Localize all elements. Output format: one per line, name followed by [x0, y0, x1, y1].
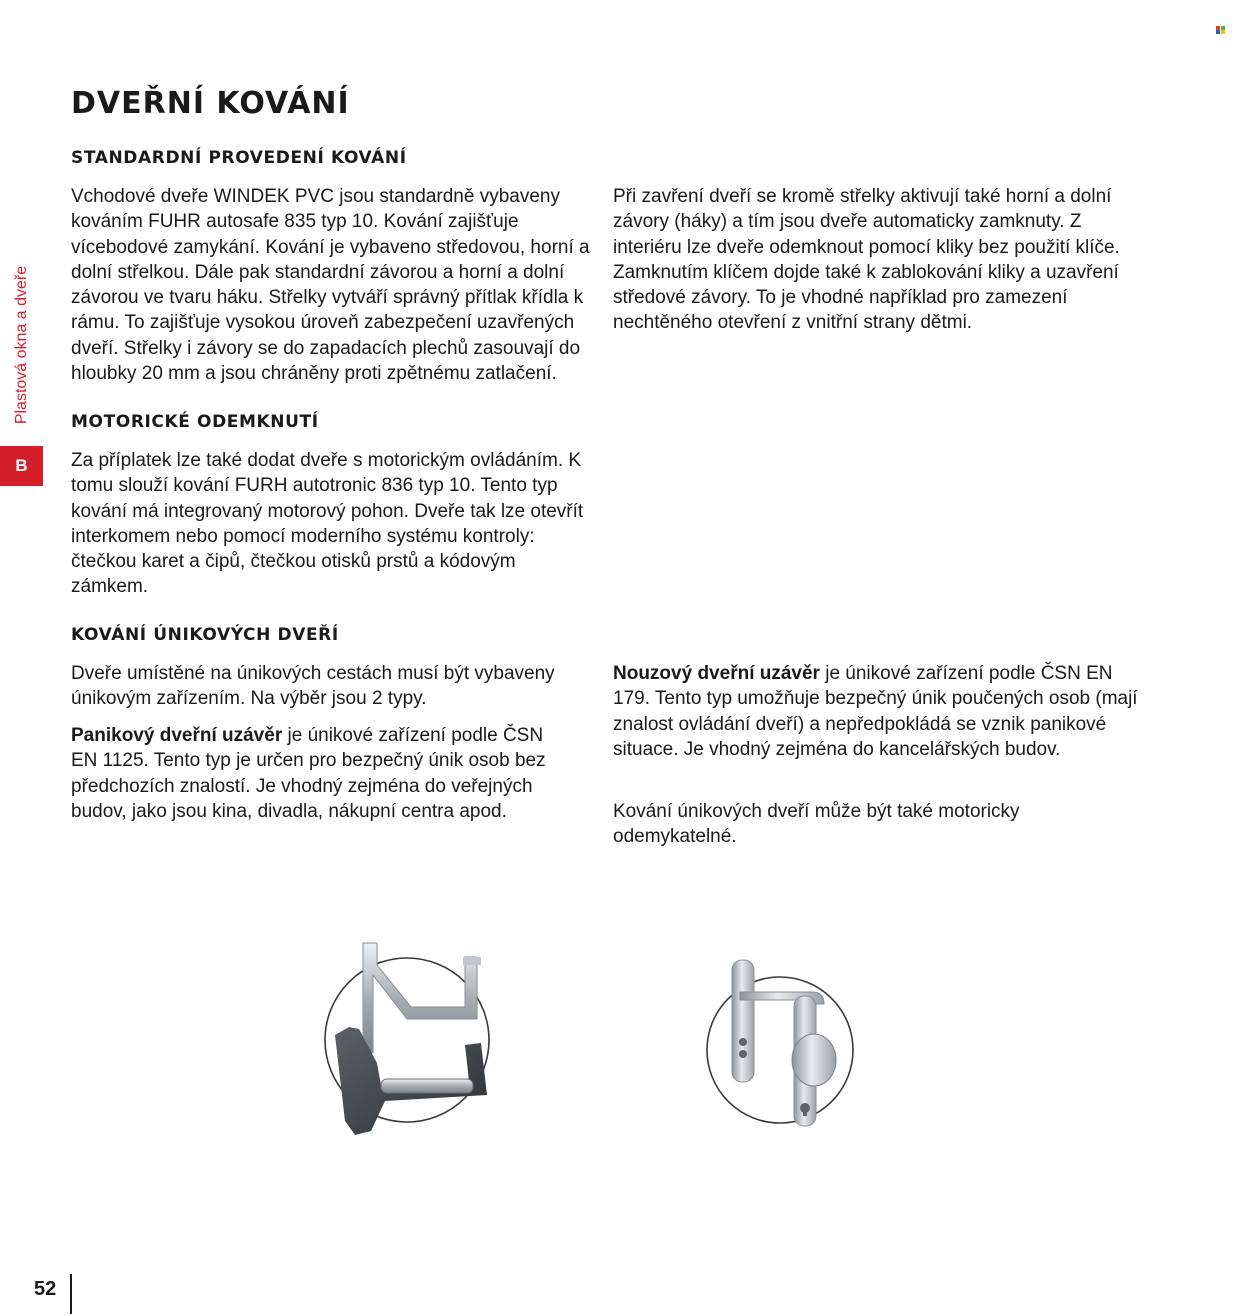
section-heading-escape: KOVÁNÍ ÚNIKOVÝCH DVEŘÍ: [71, 625, 339, 645]
chapter-side-label: Plastová okna a dveře: [13, 265, 31, 425]
standard-text-left: Vchodové dveře WINDEK PVC jsou standardně vybaveny kováním FUHR autosafe 835 typ 10. Kování zajišťuje vícebodové zamykání. Kování je vybaveno středovou, horní a dolní střelkou. Dále pak standardní závorou a horní a dolní závorou ve tvaru háku. Střelky vytváří správný přítlak křídla k rámu. To zajišťuje vysokou úroveň zabezpečení uzavřených dveří. Střelky i závory se do zapadacích plechů zasouvají do hloubky 20 mm a jsou chráněny proti zpětnému zatlačení.: [71, 186, 590, 385]
section-heading-standard: STANDARDNÍ PROVEDENÍ KOVÁNÍ: [71, 148, 407, 168]
section-heading-motor: MOTORICKÉ ODEMKNUTÍ: [71, 412, 319, 432]
emergency-exit-term: Nouzový dveřní uzávěr: [613, 663, 820, 684]
page-number: 52: [34, 1278, 57, 1300]
page-number-divider: [70, 1274, 72, 1314]
emergency-exit-paragraph: [613, 661, 1138, 762]
print-registration-mark: [1216, 26, 1226, 34]
emergency-exit-text: je únikové zařízení podle ČSN EN 179. Tento typ umožňuje bezpečný únik poučených osob (mají znalost ovládání dveří) a nepředpokládá se vznik panikové situace. Je vhodný zejména do kancelářských budov.: [613, 663, 1138, 760]
panic-exit-paragraph: [71, 723, 571, 824]
motor-text: Za příplatek lze také dodat dveře s motorickým ovládáním. K tomu slouží kování FURH autotronic 836 typ 10. Tento typ kování má integrovaný motorový pohon. Dveře tak lze otevřít interkomem nebo pomocí moderního systému kontroly: čtečkou karet a čipů, čtečkou otisků prstů a kódovým zámkem.: [71, 450, 584, 598]
page-title: DVEŘNÍ KOVÁNÍ: [71, 86, 350, 121]
door-handle-knob-image: [700, 950, 865, 1145]
panic-exit-term: Panikový dveřní uzávěr: [71, 725, 283, 746]
escape-note: Kování únikových dveří může být také motoricky odemykatelné.: [613, 801, 1020, 848]
chapter-tab: B: [0, 446, 43, 486]
panic-bar-image: [315, 935, 510, 1140]
standard-text-right: Při zavření dveří se kromě střelky aktivují také horní a dolní závory (háky) a tím jsou dveře automaticky zamknuty. Z interiéru lze dveře odemknout pomocí kliky bez použití klíče. Zamknutím klíčem dojde také k zablokování kliky a uzavření středové závory. To je vhodné například pro zamezení nechtěného otevření z vnitřní strany dětmi.: [613, 186, 1120, 334]
escape-intro: Dveře umístěné na únikových cestách musí být vybaveny únikovým zařízením. Na výběr jsou 2 typy.: [71, 663, 555, 710]
panic-exit-text: je únikové zařízení podle ČSN EN 1125. Tento typ je určen pro bezpečný únik osob bez předchozích znalostí. Je vhodný zejména do veřejných budov, jako jsou kina, divadla, nákupní centra apod.: [71, 725, 546, 822]
